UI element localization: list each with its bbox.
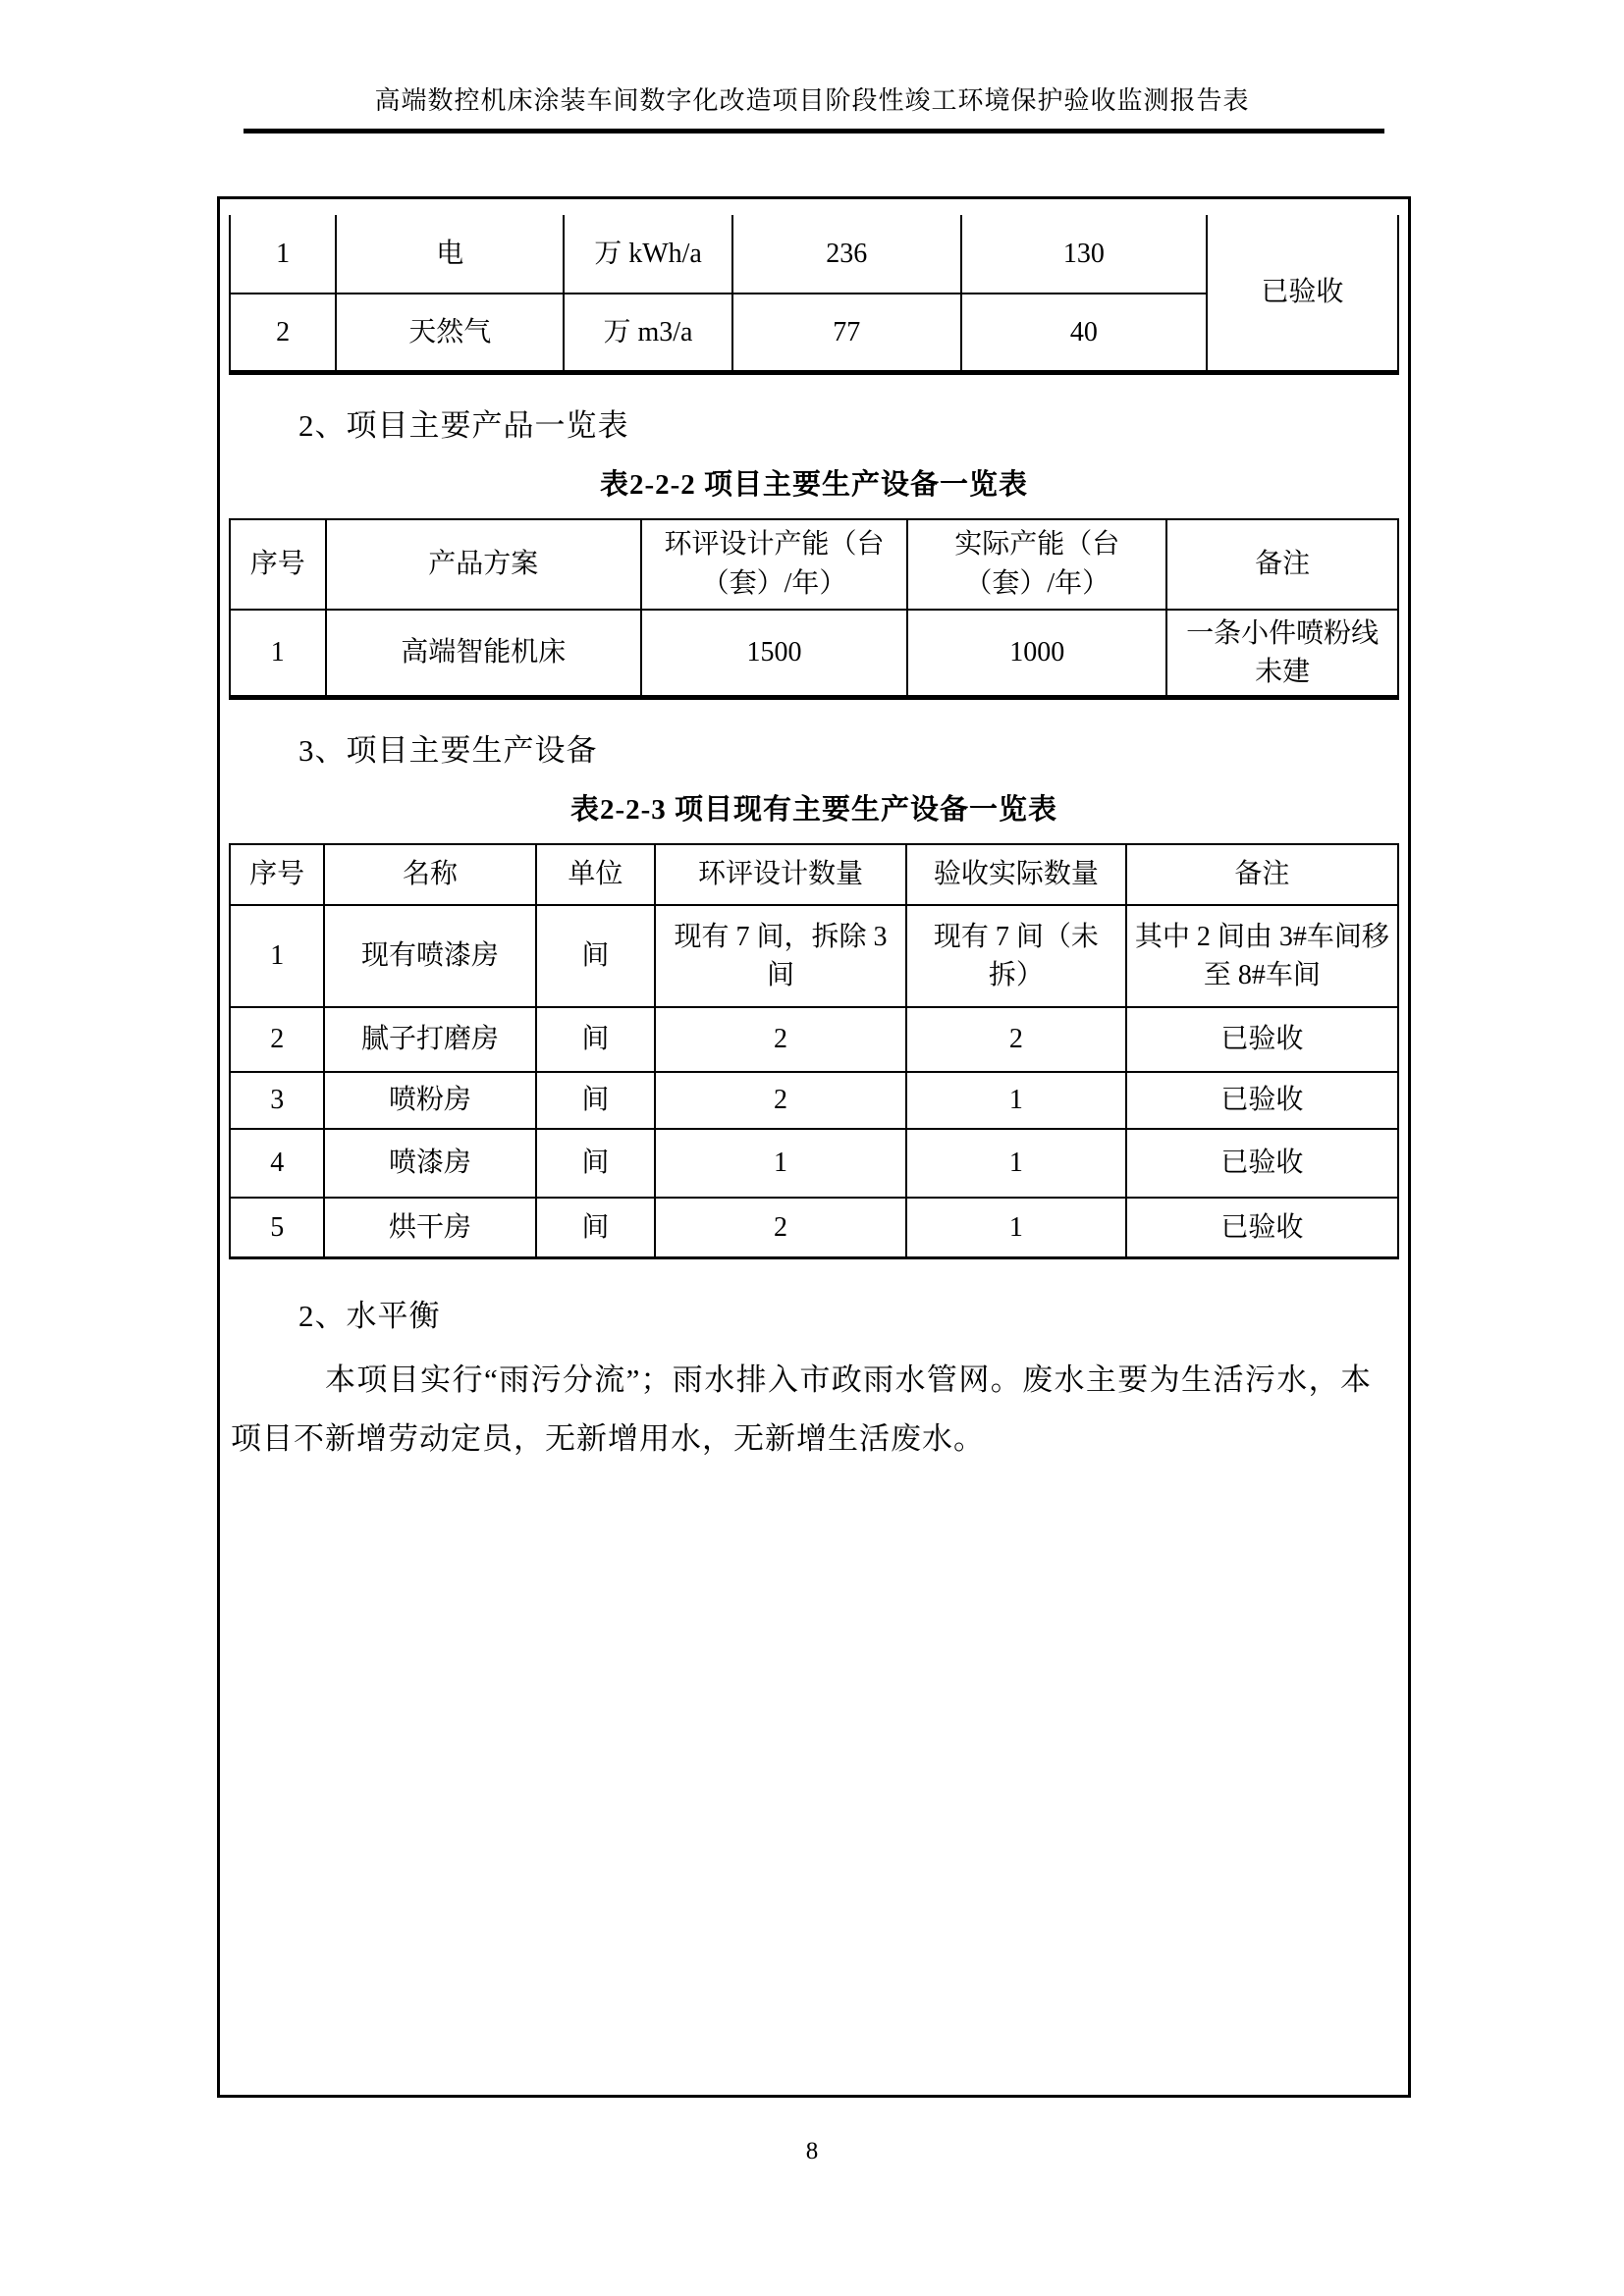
cell-actual-qty: 1 (906, 1072, 1126, 1129)
cell-design-qty: 2 (655, 1072, 906, 1129)
header-cell-design-qty: 环评设计数量 (655, 844, 906, 905)
cell-unit: 间 (536, 1129, 655, 1198)
cell-unit: 间 (536, 1072, 655, 1129)
cell-remark: 已验收 (1126, 1129, 1398, 1198)
header-cell-name: 名称 (324, 844, 535, 905)
cell-design-capacity: 1500 (641, 610, 907, 698)
cell-design-qty: 2 (655, 1198, 906, 1258)
header-cell-design-capacity: 环评设计产能（台（套）/年） (641, 519, 907, 610)
cell-seq: 1 (230, 610, 326, 698)
header-cell-unit: 单位 (536, 844, 655, 905)
cell-unit: 间 (536, 1007, 655, 1072)
cell-seq: 1 (230, 905, 324, 1007)
header-cell-plan: 产品方案 (326, 519, 641, 610)
cell-plan: 高端智能机床 (326, 610, 641, 698)
cell-remark: 已验收 (1126, 1072, 1398, 1129)
cell-design-qty: 2 (655, 1007, 906, 1072)
cell-name: 喷漆房 (324, 1129, 535, 1198)
table-row (230, 905, 1398, 1007)
energy-consumption-table (229, 215, 1399, 375)
cell-design-value: 77 (732, 294, 961, 372)
cell-seq: 1 (230, 215, 336, 294)
header-cell-actual-qty: 验收实际数量 (906, 844, 1126, 905)
cell-name: 喷粉房 (324, 1072, 535, 1129)
table-caption-2-2-2: 表2-2-2 项目主要生产设备一览表 (599, 468, 1029, 501)
cell-name: 腻子打磨房 (324, 1007, 535, 1072)
section-heading-water-balance: 2、水平衡 (298, 1299, 441, 1334)
table-header-row (230, 519, 1398, 610)
section-heading-products: 2、项目主要产品一览表 (298, 407, 629, 443)
products-table (229, 518, 1399, 700)
water-balance-paragraph: 本项目实行“雨污分流”；雨水排入市政雨水管网。废水主要为生活污水，本项目不新增劳动定员，无新增用水，无新增生活废水。 (231, 1362, 1372, 1457)
header-cell-remark: 备注 (1126, 844, 1398, 905)
header-cell-seq: 序号 (230, 844, 324, 905)
cell-remark: 其中 2 间由 3#车间移至 8#车间 (1126, 905, 1398, 1007)
table-header-row (230, 844, 1398, 905)
cell-design-value: 236 (732, 215, 961, 294)
table-row (230, 1198, 1398, 1258)
cell-seq: 3 (230, 1072, 324, 1129)
cell-actual-qty: 1 (906, 1198, 1126, 1258)
cell-actual-value: 130 (961, 215, 1207, 294)
doc-header-title: 高端数控机床涂装车间数字化改造项目阶段性竣工环境保护验收监测报告表 (374, 86, 1250, 115)
cell-name: 烘干房 (324, 1198, 535, 1258)
cell-actual-capacity: 1000 (907, 610, 1166, 698)
content-frame (217, 196, 1411, 2098)
cell-actual-qty: 现有 7 间（未拆） (906, 905, 1126, 1007)
table-row (230, 215, 1398, 294)
cell-remark: 已验收 (1126, 1198, 1398, 1258)
cell-unit: 间 (536, 1198, 655, 1258)
cell-remark: 已验收 (1207, 215, 1398, 372)
page-number: 8 (805, 2138, 819, 2164)
header-cell-remark: 备注 (1166, 519, 1398, 610)
cell-name: 现有喷漆房 (324, 905, 535, 1007)
cell-design-qty: 现有 7 间，拆除 3 间 (655, 905, 906, 1007)
table-caption-2-2-3: 表2-2-3 项目现有主要生产设备一览表 (569, 793, 1058, 826)
cell-remark: 已验收 (1126, 1007, 1398, 1072)
header-rule (244, 129, 1384, 133)
cell-seq: 2 (230, 1007, 324, 1072)
table-row (230, 1007, 1398, 1072)
cell-remark: 一条小件喷粉线未建 (1166, 610, 1398, 698)
cell-energy-name: 天然气 (336, 294, 564, 372)
table-row (230, 1129, 1398, 1198)
cell-seq: 5 (230, 1198, 324, 1258)
cell-seq: 4 (230, 1129, 324, 1198)
cell-actual-qty: 2 (906, 1007, 1126, 1072)
cell-unit: 万 m3/a (564, 294, 731, 372)
cell-actual-value: 40 (961, 294, 1207, 372)
section-heading-equipment: 3、项目主要生产设备 (298, 732, 598, 768)
cell-actual-qty: 1 (906, 1129, 1126, 1198)
table-row (230, 1072, 1398, 1129)
header-cell-actual-capacity: 实际产能（台（套）/年） (907, 519, 1166, 610)
header-cell-seq: 序号 (230, 519, 326, 610)
cell-seq: 2 (230, 294, 336, 372)
table-row (230, 610, 1398, 698)
equipment-table (229, 843, 1399, 1260)
cell-unit: 间 (536, 905, 655, 1007)
cell-energy-name: 电 (336, 215, 564, 294)
cell-design-qty: 1 (655, 1129, 906, 1198)
cell-unit: 万 kWh/a (564, 215, 731, 294)
